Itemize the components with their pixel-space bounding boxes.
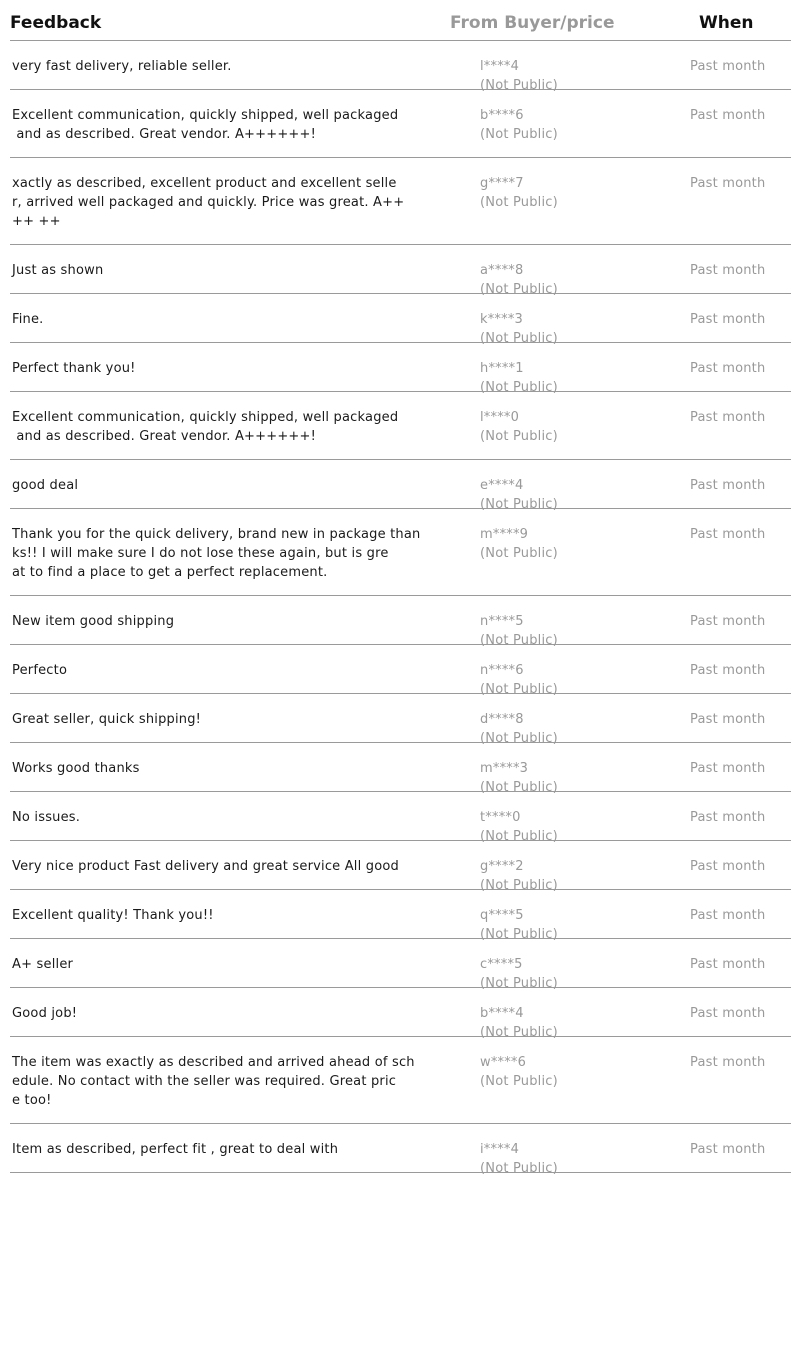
feedback-date: Past month (690, 1142, 766, 1157)
buyer-price: (Not Public) (480, 682, 558, 697)
feedback-comment: No issues. (12, 810, 81, 825)
buyer-name: b****4 (480, 1006, 524, 1021)
buyer-price: (Not Public) (480, 829, 558, 844)
table-row (10, 1124, 791, 1176)
buyer-name: w****6 (480, 1055, 527, 1070)
buyer-price: (Not Public) (480, 546, 558, 561)
table-row (10, 294, 791, 346)
feedback-date: Past month (690, 1006, 766, 1021)
table-row (10, 392, 791, 460)
table-row (10, 90, 791, 158)
when-column-header: When (699, 13, 754, 33)
buyer-name: g****7 (480, 176, 524, 191)
buyer-price: (Not Public) (480, 195, 558, 210)
buyer-price: (Not Public) (480, 927, 558, 942)
table-row (10, 645, 791, 697)
feedback-table (10, 0, 791, 1176)
feedback-date: Past month (690, 176, 766, 191)
feedback-date: Past month (690, 410, 766, 425)
feedback-date: Past month (690, 957, 766, 972)
table-row (10, 596, 791, 648)
feedback-date: Past month (690, 663, 766, 678)
feedback-date: Past month (690, 810, 766, 825)
buyer-info (480, 525, 558, 563)
buyer-name: n****5 (480, 614, 524, 629)
feedback-date: Past month (690, 527, 766, 542)
buyer-info (480, 408, 558, 446)
feedback-comment: good deal (12, 478, 79, 493)
table-row (10, 460, 791, 512)
feedback-comment: Perfect thank you! (12, 361, 136, 376)
buyer-name: h****1 (480, 361, 524, 376)
table-row (10, 694, 791, 746)
table-row (10, 41, 791, 93)
feedback-date: Past month (690, 108, 766, 123)
feedback-date: Past month (690, 908, 766, 923)
buyer-info (480, 174, 558, 212)
buyer-name: m****3 (480, 761, 529, 776)
buyer-price: (Not Public) (480, 127, 558, 142)
buyer-name: l****0 (480, 410, 520, 425)
table-row (10, 890, 791, 942)
feedback-column-header: Feedback (10, 13, 102, 33)
feedback-comment: very fast delivery, reliable seller. (12, 59, 232, 74)
feedback-comment: Great seller, quick shipping! (12, 712, 202, 727)
feedback-comment: The item was exactly as described and arrived ahead of sch edule. No contact with the seller was required. Great pric e too! (12, 1055, 415, 1108)
feedback-comment: Works good thanks (12, 761, 140, 776)
table-row (10, 841, 791, 893)
buyer-price: (Not Public) (480, 1074, 558, 1089)
buyer-name: i****4 (480, 1142, 520, 1157)
feedback-date: Past month (690, 478, 766, 493)
feedback-comment: Excellent communication, quickly shipped, well packaged and as described. Great vendor. A++++++! (12, 108, 399, 142)
buyer-info (480, 106, 558, 144)
feedback-date: Past month (690, 1055, 766, 1070)
feedback-comment: Perfecto (12, 663, 68, 678)
buyer-name: t****0 (480, 810, 521, 825)
feedback-comment: Item as described, perfect fit , great to deal with (12, 1142, 339, 1157)
feedback-comment: New item good shipping (12, 614, 175, 629)
feedback-date: Past month (690, 361, 766, 376)
buyer-price: (Not Public) (480, 380, 558, 395)
feedback-comment: xactly as described, excellent product and excellent selle r, arrived well packaged and quickly. Price was great. A++ ++ ++ (12, 176, 405, 229)
table-row (10, 743, 791, 795)
buyer-price: (Not Public) (480, 497, 558, 512)
feedback-date: Past month (690, 761, 766, 776)
feedback-comment: Just as shown (12, 263, 104, 278)
buyer-price: (Not Public) (480, 331, 558, 346)
buyer-price-column-header: From Buyer/price (450, 13, 615, 33)
feedback-date: Past month (690, 859, 766, 874)
buyer-price: (Not Public) (480, 78, 558, 93)
buyer-price: (Not Public) (480, 633, 558, 648)
table-row (10, 939, 791, 991)
buyer-name: e****4 (480, 478, 524, 493)
buyer-price: (Not Public) (480, 878, 558, 893)
feedback-comment: Very nice product Fast delivery and great service All good (12, 859, 399, 874)
table-row (10, 158, 791, 245)
buyer-name: g****2 (480, 859, 524, 874)
feedback-comment: Excellent communication, quickly shipped, well packaged and as described. Great vendor. A++++++! (12, 410, 399, 444)
feedback-date: Past month (690, 614, 766, 629)
feedback-comment: Good job! (12, 1006, 78, 1021)
buyer-name: k****3 (480, 312, 523, 327)
buyer-name: n****6 (480, 663, 524, 678)
buyer-name: b****6 (480, 108, 524, 123)
table-row (10, 792, 791, 844)
buyer-name: d****8 (480, 712, 524, 727)
buyer-name: q****5 (480, 908, 524, 923)
buyer-name: l****4 (480, 59, 520, 74)
feedback-comment: Fine. (12, 312, 44, 327)
buyer-price: (Not Public) (480, 1025, 558, 1040)
buyer-price: (Not Public) (480, 976, 558, 991)
buyer-info (480, 1053, 558, 1091)
feedback-comment: Excellent quality! Thank you!! (12, 908, 214, 923)
buyer-price: (Not Public) (480, 1161, 558, 1176)
feedback-comment: A+ seller (12, 957, 74, 972)
buyer-name: a****8 (480, 263, 524, 278)
buyer-name: c****5 (480, 957, 523, 972)
buyer-price: (Not Public) (480, 282, 558, 297)
table-header (10, 0, 791, 41)
table-row (10, 245, 791, 297)
feedback-date: Past month (690, 712, 766, 727)
buyer-name: m****9 (480, 527, 529, 542)
table-row (10, 988, 791, 1040)
feedback-date: Past month (690, 312, 766, 327)
feedback-date: Past month (690, 59, 766, 74)
table-row (10, 509, 791, 596)
table-row (10, 343, 791, 395)
buyer-price: (Not Public) (480, 731, 558, 746)
feedback-rows (10, 41, 791, 1176)
table-row (10, 1037, 791, 1124)
buyer-info (480, 1140, 558, 1178)
feedback-comment: Thank you for the quick delivery, brand new in package than ks!! I will make sure I do not lose these again, but is gre at to find a place to get a perfect replacement. (12, 527, 421, 580)
buyer-price: (Not Public) (480, 780, 558, 795)
buyer-price: (Not Public) (480, 429, 558, 444)
feedback-date: Past month (690, 263, 766, 278)
